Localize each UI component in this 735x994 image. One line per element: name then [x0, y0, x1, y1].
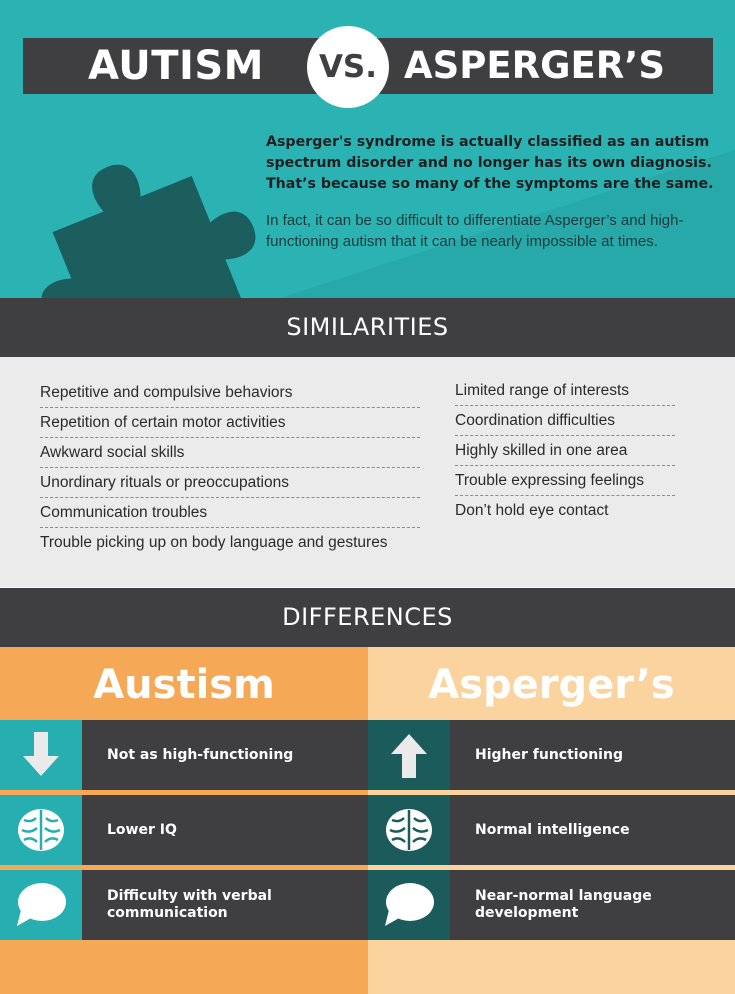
- puzzle-piece-icon: [18, 110, 258, 298]
- aspergers-row-text: Normal intelligence: [450, 795, 735, 865]
- arrow-down-icon: [0, 720, 82, 790]
- list-item: Trouble expressing feelings: [455, 466, 675, 496]
- vs-badge: [307, 26, 389, 108]
- list-item: Awkward social skills: [40, 438, 420, 468]
- autism-heading: Austism: [93, 662, 275, 708]
- similarities-list-right: [455, 376, 675, 526]
- list-item: Highly skilled in one area: [455, 436, 675, 466]
- autism-row-functioning: [0, 720, 368, 790]
- vs-text: VS.: [318, 49, 378, 85]
- intro-bold-text: Asperger's syndrome is actually classified as an autism spectrum disorder and no longer has its own diagnosis. That’s because so many of the symptoms are the same.: [266, 134, 714, 192]
- list-item: Coordination difficulties: [455, 406, 675, 436]
- aspergers-row-text: Higher functioning: [450, 720, 735, 790]
- similarities-heading: SIMILARITIES: [0, 298, 735, 357]
- title-aspergers: ASPERGER’S: [404, 44, 666, 87]
- aspergers-row-language: [368, 870, 735, 940]
- list-item: Limited range of interests: [455, 376, 675, 406]
- aspergers-heading: Asperger’s: [428, 662, 675, 708]
- brain-icon: [0, 795, 82, 865]
- list-item: Repetitive and compulsive behaviors: [40, 378, 420, 408]
- aspergers-row-text: Near-normal language development: [450, 870, 735, 940]
- title-autism: AUTISM: [88, 43, 264, 89]
- differences-heading: DIFFERENCES: [0, 588, 735, 647]
- intro-text: In fact, it can be so difficult to differentiate Asperger’s and high-functioning autism that it can be nearly impossible at times.: [266, 212, 684, 250]
- list-item: Communication troubles: [40, 498, 420, 528]
- similarities-list-left: [40, 378, 420, 558]
- speech-bubble-icon: [0, 870, 82, 940]
- autism-row-text: Not as high-functioning: [82, 720, 368, 790]
- speech-bubble-icon: [368, 870, 450, 940]
- autism-row-text: Lower IQ: [82, 795, 368, 865]
- autism-row-text: Difficulty with verbal communication: [82, 870, 368, 940]
- list-item: Trouble picking up on body language and gestures: [40, 534, 388, 551]
- autism-row-communication: [0, 870, 368, 940]
- aspergers-row-functioning: [368, 720, 735, 790]
- list-item: Unordinary rituals or preoccupations: [40, 468, 420, 498]
- arrow-up-icon: [368, 720, 450, 790]
- brain-icon: [368, 795, 450, 865]
- autism-row-iq: [0, 795, 368, 865]
- list-item: Repetition of certain motor activities: [40, 408, 420, 438]
- list-item: Don’t hold eye contact: [455, 502, 609, 519]
- aspergers-row-intelligence: [368, 795, 735, 865]
